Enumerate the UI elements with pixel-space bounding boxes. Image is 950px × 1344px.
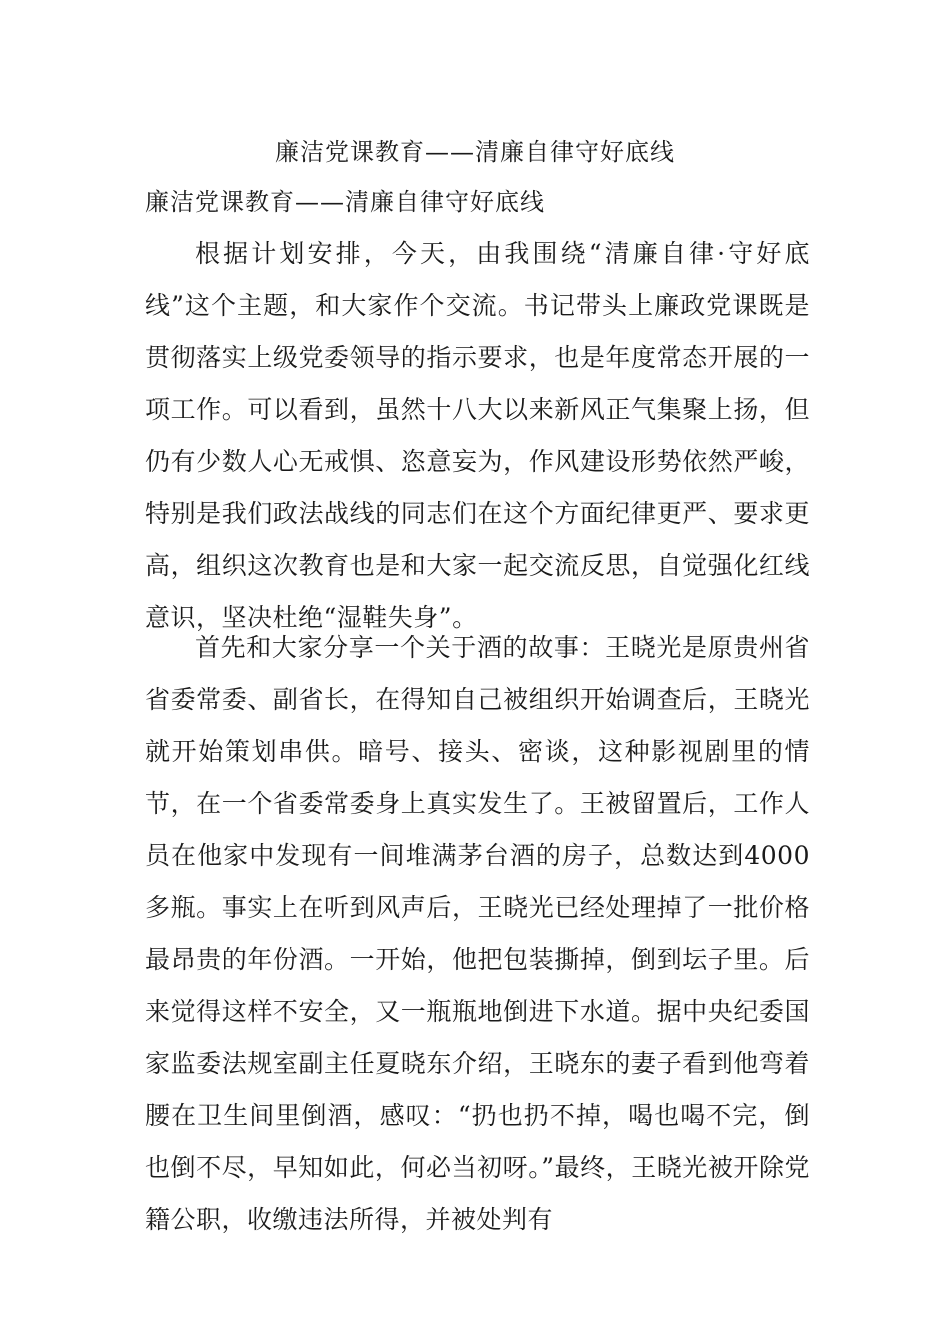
paragraph-story: 首先和大家分享一个关于酒的故事：王晓光是原贵州省省委常委、副省长，在得知自己被组织开始调查后，王晓光就开始策划串供。暗号、接头、密谈，这种影视剧里的情节，在一个省委常委身上真实发生了。王被留置后，工作人员在他家中发现有一间堆满茅台酒的房子，总数达到4000多瓶。事实上在听到风声后，王晓光已经处理掉了一批价格最昂贵的年份酒。一开始，他把包装撕掉，倒到坛子里。后来觉得这样不安全，又一瓶瓶地倒进下水道。据中央纪委国家监委法规室副主任夏晓东介绍，王晓东的妻子看到他弯着腰在卫生间里倒酒，感叹：“扔也扔不掉，喝也喝不完，倒也倒不尽，早知如此，何必当初呀。”最终，王晓光被开除党籍公职，收缴违法所得，并被处判有	[145, 633, 810, 1234]
document-subtitle: 廉洁党课教育——清廉自律守好底线	[145, 188, 545, 216]
paragraph-intro: 根据计划安排，今天，由我围绕“清廉自律·守好底线”这个主题，和大家作个交流。书记带头上廉政党课既是贯彻落实上级党委领导的指示要求，也是年度常态开展的一项工作。可以看到，虽然十八大以来新风正气集聚上扬，但仍有少数人心无戒惧、恣意妄为，作风建设形势依然严峻，特别是我们政法战线的同志们在这个方面纪律更严、要求更高，组织这次教育也是和大家一起交流反思，自觉强化红线意识，坚决杜绝“湿鞋失身”。	[145, 239, 810, 632]
document-title: 廉洁党课教育——清廉自律守好底线	[275, 138, 675, 166]
